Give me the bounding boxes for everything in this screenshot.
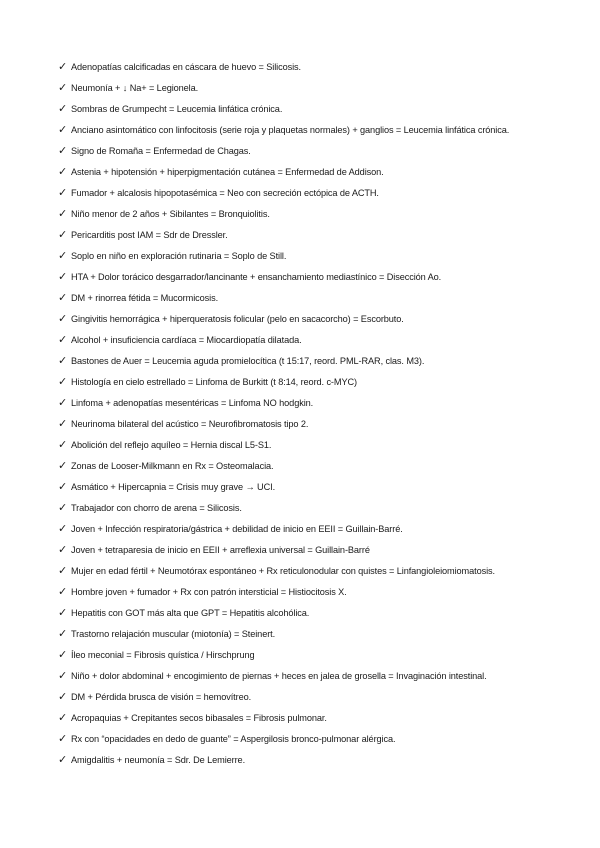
list-item	[58, 245, 593, 266]
list-item	[58, 728, 593, 749]
list-item-text: Joven + tetraparesia de inicio en EEII + arreflexia universal = Guillain-Barré	[71, 544, 370, 555]
list-item-text: Linfoma + adenopatías mesentéricas = Linfoma NO hodgkin.	[71, 397, 314, 408]
list-item	[58, 539, 593, 560]
check-icon: ✓	[58, 732, 68, 745]
check-icon: ✓	[58, 711, 68, 724]
check-icon: ✓	[58, 375, 68, 388]
list-item	[58, 686, 593, 707]
list-item-text: Trastorno relajación muscular (miotonía) = Steinert.	[71, 628, 276, 639]
check-icon: ✓	[58, 501, 68, 514]
check-icon: ✓	[58, 459, 68, 472]
list-item	[58, 413, 593, 434]
list-item	[58, 497, 593, 518]
list-item	[58, 224, 593, 245]
list-item	[58, 392, 593, 413]
list-item-text: Neurinoma bilateral del acústico = Neurofibromatosis tipo 2.	[71, 418, 309, 429]
list-item	[58, 140, 593, 161]
check-icon: ✓	[58, 291, 68, 304]
list-item-text: Acropaquias + Crepitantes secos bibasales = Fibrosis pulmonar.	[71, 712, 327, 723]
checklist	[58, 56, 593, 770]
check-icon: ✓	[58, 669, 68, 682]
list-item	[58, 182, 593, 203]
check-icon: ✓	[58, 186, 68, 199]
list-item-text: Hombre joven + fumador + Rx con patrón intersticial = Histiocitosis X.	[71, 586, 347, 597]
check-icon: ✓	[58, 354, 68, 367]
list-item	[58, 581, 593, 602]
check-icon: ✓	[58, 648, 68, 661]
list-item-text: Íleo meconial = Fibrosis quística / Hirschprung	[71, 649, 255, 660]
list-item-text: Histología en cielo estrellado = Linfoma de Burkitt (t 8:14, reord. c-MYC)	[71, 376, 357, 387]
list-item-text: DM + Pérdida brusca de visión = hemovítreo.	[71, 691, 252, 702]
list-item	[58, 602, 593, 623]
list-item-text: Rx con “opacidades en dedo de guante” = Aspergilosis bronco-pulmonar alérgica.	[71, 733, 396, 744]
check-icon: ✓	[58, 81, 68, 94]
list-item-text: Abolición del reflejo aquíleo = Hernia discal L5-S1.	[71, 439, 272, 450]
list-item-text: Gingivitis hemorrágica + hiperqueratosis folicular (pelo en sacacorcho) = Escorbuto.	[71, 313, 404, 324]
list-item-text: Astenia + hipotensión + hiperpigmentación cutánea = Enfermedad de Addison.	[71, 166, 384, 177]
check-icon: ✓	[58, 753, 68, 766]
list-item	[58, 371, 593, 392]
list-item	[58, 203, 593, 224]
list-item-text: Niño + dolor abdominal + encogimiento de piernas + heces en jalea de grosella = Invaginación intestinal.	[71, 670, 487, 681]
list-item-text: Trabajador con chorro de arena = Silicosis.	[71, 502, 242, 513]
check-icon: ✓	[58, 585, 68, 598]
check-icon: ✓	[58, 690, 68, 703]
check-icon: ✓	[58, 144, 68, 157]
check-icon: ✓	[58, 123, 68, 136]
list-item-text: Niño menor de 2 años + Sibilantes = Bronquiolitis.	[71, 208, 270, 219]
list-item	[58, 287, 593, 308]
list-item	[58, 56, 593, 77]
check-icon: ✓	[58, 270, 68, 283]
check-icon: ✓	[58, 333, 68, 346]
check-icon: ✓	[58, 165, 68, 178]
check-icon: ✓	[58, 396, 68, 409]
check-icon: ✓	[58, 627, 68, 640]
list-item-text: Bastones de Auer = Leucemia aguda promielocítica (t 15:17, reord. PML-RAR, clas. M3).	[71, 355, 425, 366]
list-item-text: Soplo en niño en exploración rutinaria = Soplo de Still.	[71, 250, 287, 261]
list-item	[58, 644, 593, 665]
list-item	[58, 665, 593, 686]
list-item	[58, 455, 593, 476]
list-item-text: Mujer en edad fértil + Neumotórax espontáneo + Rx reticulonodular con quistes = Linfangioleiomiomatosis.	[71, 565, 495, 576]
check-icon: ✓	[58, 207, 68, 220]
list-item-text: Sombras de Grumpecht = Leucemia linfática crónica.	[71, 103, 283, 114]
list-item-text: Joven + Infección respiratoria/gástrica + debilidad de inicio en EEII = Guillain-Barré.	[71, 523, 403, 534]
list-item-text: Amigdalitis + neumonía = Sdr. De Lemierre.	[71, 754, 246, 765]
list-item-text: Pericarditis post IAM = Sdr de Dressler.	[71, 229, 228, 240]
check-icon: ✓	[58, 564, 68, 577]
check-icon: ✓	[58, 60, 68, 73]
list-item-text: Neumonía + ↓ Na+ = Legionela.	[71, 82, 199, 93]
check-icon: ✓	[58, 417, 68, 430]
list-item-text: Zonas de Looser-Milkmann en Rx = Osteomalacia.	[71, 460, 274, 471]
check-icon: ✓	[58, 606, 68, 619]
list-item	[58, 434, 593, 455]
list-item-text: Fumador + alcalosis hipopotasémica = Neo con secreción ectópica de ACTH.	[71, 187, 379, 198]
check-icon: ✓	[58, 312, 68, 325]
check-icon: ✓	[58, 480, 68, 493]
check-icon: ✓	[58, 522, 68, 535]
list-item	[58, 518, 593, 539]
check-icon: ✓	[58, 228, 68, 241]
list-item	[58, 308, 593, 329]
list-item	[58, 350, 593, 371]
list-item	[58, 749, 593, 770]
list-item	[58, 161, 593, 182]
list-item	[58, 119, 593, 140]
list-item-text: Alcohol + insuficiencia cardíaca = Miocardiopatía dilatada.	[71, 334, 302, 345]
list-item	[58, 329, 593, 350]
check-icon: ✓	[58, 249, 68, 262]
check-icon: ✓	[58, 543, 68, 556]
list-item-text: Adenopatías calcificadas en cáscara de huevo = Silicosis.	[71, 61, 301, 72]
check-icon: ✓	[58, 438, 68, 451]
list-item-text: Anciano asintomático con linfocitosis (serie roja y plaquetas normales) + ganglios = Leucemia linfática crónica.	[71, 124, 510, 135]
list-item-text: HTA + Dolor torácico desgarrador/lancinante + ensanchamiento mediastínico = Disección Ao.	[71, 271, 442, 282]
list-item-text: DM + rinorrea fétida = Mucormicosis.	[71, 292, 219, 303]
list-item	[58, 266, 593, 287]
list-item	[58, 98, 593, 119]
list-item	[58, 560, 593, 581]
list-item	[58, 476, 593, 497]
check-icon: ✓	[58, 102, 68, 115]
list-item	[58, 707, 593, 728]
list-item	[58, 623, 593, 644]
list-item-text: Asmático + Hipercapnia = Crisis muy grave → UCI.	[71, 481, 276, 492]
list-item-text: Signo de Romaña = Enfermedad de Chagas.	[71, 145, 251, 156]
list-item	[58, 77, 593, 98]
list-item-text: Hepatitis con GOT más alta que GPT = Hepatitis alcohólica.	[71, 607, 310, 618]
